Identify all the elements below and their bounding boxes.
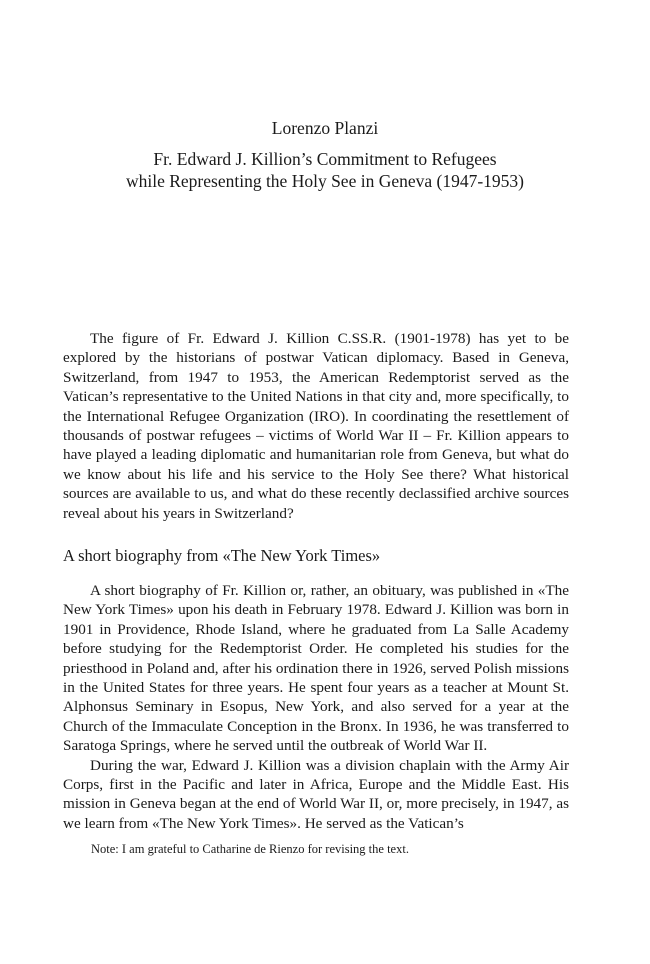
author-name: Lorenzo Planzi <box>271 118 379 138</box>
body-text <box>63 581 569 833</box>
abstract-paragraph: The figure of Fr. Edward J. Killion C.SS.R. (1901-1978) has yet to be explored by the historians of postwar Vatican diplomacy. Based in Geneva, Switzerland, from 1947 to 1953, the American Redemptorist served as the Vatican’s representative to the United Nations in that city and, more specifically, to the International Refugee Organization (IRO). In coordinating the resettlement of thousands of postwar refugees – victims of World War II – Fr. Killion appears to have played a leading diplomatic and humanitarian role from Geneva, but what do we know about his life and his service to the Holy See there? What historical sources are available to us, and what do these recently declassified archive sources reveal about his years in Switzerland? <box>63 330 569 522</box>
article-title-line-2: while Representing the Holy See in Geneva (1947-1953) <box>125 171 525 191</box>
article-title-line-1: Fr. Edward J. Killion’s Commitment to Refugees <box>153 149 497 169</box>
section-heading: A short biography from «The New York Times» <box>63 546 381 565</box>
footnote: Note: I am grateful to Catharine de Rienzo for revising the text. <box>91 842 409 856</box>
abstract <box>63 329 569 523</box>
body-paragraph-2: During the war, Edward J. Killion was a division chaplain with the Army Air Corps, first in the Pacific and later in Africa, Europe and the Middle East. His mission in Geneva began at the end of World War II, or, more precisely, in 1947, as we learn from «The New York Times». He served as the Vatican’s <box>63 756 569 832</box>
article-title <box>0 148 650 192</box>
body-paragraph-1: A short biography of Fr. Killion or, rather, an obituary, was published in «The New York Times» upon his death in February 1978. Edward J. Killion was born in 1901 in Providence, Rhode Island, where he graduated from La Salle Academy before studying for the Redemptorist Order. He completed his studies for the priesthood in Poland and, after his ordination there in 1926, served Polish missions in the United States for three years. He spent four years as a teacher at Mount St. Alphonsus Seminary in Esopus, New York, and also served for a year at the Church of the Immaculate Conception in the Bronx. In 1936, he was transferred to Saratoga Springs, where he served until the outbreak of World War II. <box>63 582 569 755</box>
